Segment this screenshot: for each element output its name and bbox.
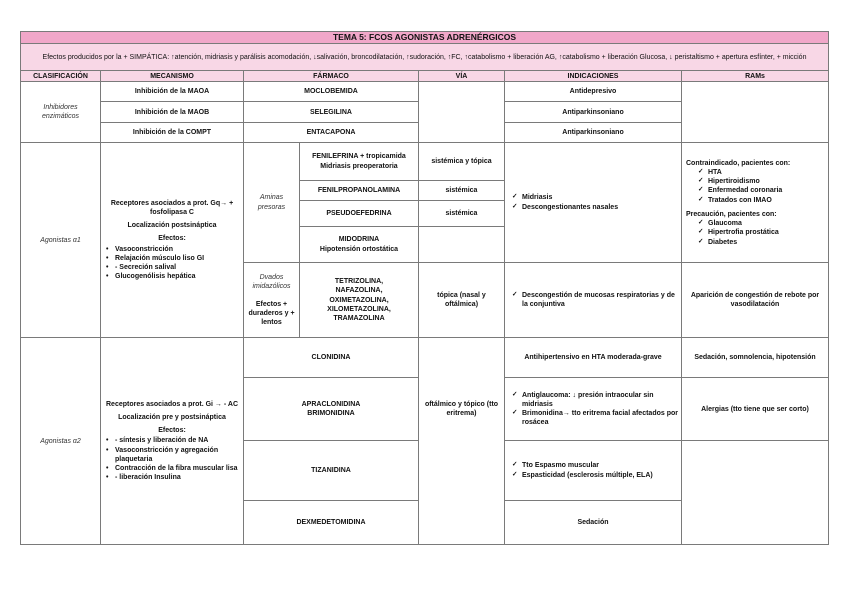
header-clasificacion: CLASIFICACIÓN (21, 71, 101, 82)
indicaciones-aminas-list (508, 193, 678, 211)
midodrina-note: Hipotensión ortostática (319, 245, 399, 253)
list-item: • Vasoconstricción (105, 245, 239, 254)
efectos-label-alfa1: Efectos: (158, 235, 186, 243)
list-item: ✓ HTA (686, 168, 824, 177)
list-item: ✓ Brimonidina→ tto eritrema facial afectados por rosácea (508, 409, 678, 427)
receptores-alfa1: Receptores asociados a prot. Gq→ + fosfolipasa C (110, 199, 234, 217)
midodrina-name: MIDODRINA (338, 236, 380, 244)
rams-brimonidina: Alergias (tto tiene que ser corto) (682, 378, 829, 441)
indicaciones-imidazolicos (505, 263, 682, 338)
mecanismo-mao-a: Inhibición de la MAOA (101, 82, 244, 102)
clasificacion-inhibidores: Inhibidores enzimáticos (21, 82, 101, 143)
farmaco-fenilpropanolamina: FENILPROPANOLAMINA (300, 181, 419, 201)
table-row (21, 338, 829, 378)
receptores-alfa2: Receptores asociados a prot. Gi → - AC (106, 400, 238, 408)
list-item: ✓ Tto Espasmo muscular (508, 461, 678, 470)
list-item: NAFAZOLINA, (335, 287, 383, 295)
list-item: • - liberación Insulina (105, 473, 239, 482)
imidazolicos-efectos: Efectos + duraderos y + lentos (248, 300, 295, 327)
fenilefrina-note: Midriasis preoperatoria (320, 162, 398, 170)
apraclonidina-name: APRACLONIDINA (301, 400, 361, 408)
mecanismo-alfa1 (101, 143, 244, 338)
table-row (21, 143, 829, 181)
mecanismo-compt: Inhibición de la COMPT (101, 123, 244, 143)
via-imidazolicos: tópica (nasal y oftálmica) (419, 263, 505, 338)
indicacion-sedacion: Sedación (505, 501, 682, 545)
indicacion-clonidina: Antihipertensivo en HTA moderada-grave (505, 338, 682, 378)
via-fenilpropanolamina: sistémica (419, 181, 505, 201)
indicaciones-imidazolicos-list (508, 291, 678, 309)
list-item: XILOMETAZOLINA, (327, 305, 391, 313)
efectos-list-alfa1 (105, 245, 239, 282)
contraindicado-list (686, 168, 824, 205)
imidazolicos-label: Dvados imidazólicos (252, 274, 291, 291)
farmaco-pseudoefedrina: PSEUDOEFEDRINA (300, 201, 419, 227)
list-item: ✓ Espasticidad (esclerosis múltiple, ELA) (508, 471, 678, 480)
aminas-presoras-label: Aminas presoras (244, 143, 300, 263)
list-item: ✓ Antiglaucoma: ↓ presión intraocular sin midriasis (508, 391, 678, 409)
mecanismo-alfa2 (101, 338, 244, 545)
list-item: TETRIZOLINA, (334, 278, 384, 286)
list-item: ✓ Glaucoma (686, 219, 824, 228)
indicacion-antiparkinsoniano: Antiparkinsoniano (505, 102, 682, 123)
list-item: • Contracción de la fibra muscular lisa (105, 464, 239, 473)
header-indicaciones: INDICACIONES (505, 71, 682, 82)
farmaco-entacapona: ENTACAPONA (244, 123, 419, 143)
indicacion-antiparkinsoniano: Antiparkinsoniano (505, 123, 682, 143)
indicaciones-tizanidina (505, 441, 682, 501)
farmacos-imidazolicos (300, 263, 419, 338)
indicaciones-brimonidina-list (508, 391, 678, 428)
precaucion-label: Precaución, pacientes con: (686, 210, 777, 218)
pharmacology-table-sheet (20, 31, 828, 545)
via-empty-cell (419, 82, 505, 143)
agonistas-adrenergicos-table (20, 31, 829, 545)
list-item: • Vasoconstricción y agregación plaquetaria (105, 446, 239, 464)
list-item: TRAMAZOLINA (333, 315, 385, 323)
list-item: ✓ Diabetes (686, 238, 824, 247)
list-item: • Relajación músculo liso GI (105, 254, 239, 263)
via-empty-cell (419, 338, 505, 545)
list-item: • - Secreción salival (105, 263, 239, 272)
clasificacion-alfa1: Agonistas α1 (21, 143, 101, 338)
intro-effects: Efectos producidos por la + SIMPÁTICA: ↑atención, midriasis y parálisis acomodación, ↓salivación, broncodilatación, ↑sudoración, ↑FC, ↑catabolismo + liberación AG, ↑catabolismo + liberación Glucosa, ↓ peristaltismo + apertura esfínter, + micción (21, 44, 829, 71)
farmaco-apraclonidina-brimonidina (244, 378, 419, 441)
farmaco-fenilefrina (300, 143, 419, 181)
indicaciones-aminas (505, 143, 682, 263)
farmaco-dexmedetomidina: DEXMEDETOMIDINA (244, 501, 419, 545)
via-fenilefrina: sistémica y tópica (419, 143, 505, 181)
rams-imidazolicos: Aparición de congestión de rebote por vasodilatación (682, 263, 829, 338)
efectos-list-alfa2 (105, 436, 239, 482)
header-via: VÍA (419, 71, 505, 82)
indicaciones-tizanidina-list (508, 461, 678, 479)
localizacion-alfa1: Localización postsináptica (127, 222, 217, 230)
header-mecanismo: MECANISMO (101, 71, 244, 82)
farmaco-selegilina: SELEGILINA (244, 102, 419, 123)
via-brimonidina-overlay (419, 378, 505, 441)
list-item: ✓ Hipertiroidismo (686, 177, 824, 186)
list-item: ✓ Hipertrofia prostática (686, 228, 824, 237)
list-item: ✓ Midriasis (508, 193, 678, 202)
rams-empty-cell (682, 82, 829, 143)
rams-empty-cell (682, 441, 829, 545)
efectos-label-alfa2: Efectos: (158, 427, 186, 435)
localizacion-alfa2: Localización pre y postsináptica (118, 414, 226, 422)
indicacion-antidepresivo: Antidepresivo (505, 82, 682, 102)
list-item: ✓ Tratados con IMAO (686, 196, 824, 205)
header-row (21, 71, 829, 82)
farmaco-midodrina (300, 227, 419, 263)
list-item: OXIMETAZOLINA, (329, 296, 389, 304)
list-item: ✓ Descongestionantes nasales (508, 203, 678, 212)
precaucion-list (686, 219, 824, 247)
mecanismo-mao-b: Inhibición de la MAOB (101, 102, 244, 123)
page-title: TEMA 5: FCOS AGONISTAS ADRENÉRGICOS (21, 32, 829, 44)
fenilefrina-name: FENILEFRINA + tropicamida (312, 153, 406, 161)
list-item: • - síntesis y liberación de NA (105, 436, 239, 445)
imidazolicos-cell (244, 263, 300, 338)
farmaco-moclobemida: MOCLOBEMIDA (244, 82, 419, 102)
list-item: ✓ Descongestión de mucosas respiratorias y de la conjuntiva (508, 291, 678, 309)
table-row (21, 82, 829, 102)
rams-alfa1 (682, 143, 829, 263)
via-midodrina (419, 227, 505, 263)
list-item: ✓ Enfermedad coronaria (686, 186, 824, 195)
list-item: • Glucogenólisis hepática (105, 272, 239, 281)
via-pseudoefedrina: sistémica (419, 201, 505, 227)
brimonidina-name: BRIMONIDINA (307, 410, 355, 418)
indicaciones-brimonidina (505, 378, 682, 441)
clasificacion-alfa2: Agonistas α2 (21, 338, 101, 545)
header-farmaco: FÁRMACO (244, 71, 419, 82)
contraindicado-label: Contraindicado, pacientes con: (686, 159, 791, 167)
rams-clonidina: Sedación, somnolencia, hipotensión (682, 338, 829, 378)
farmaco-tizanidina: TIZANIDINA (244, 441, 419, 501)
header-rams: RAMs (682, 71, 829, 82)
farmaco-clonidina: CLONIDINA (244, 338, 419, 378)
via-brimonidina-text: oftálmico y tópico (tto eritrema) (424, 400, 499, 418)
